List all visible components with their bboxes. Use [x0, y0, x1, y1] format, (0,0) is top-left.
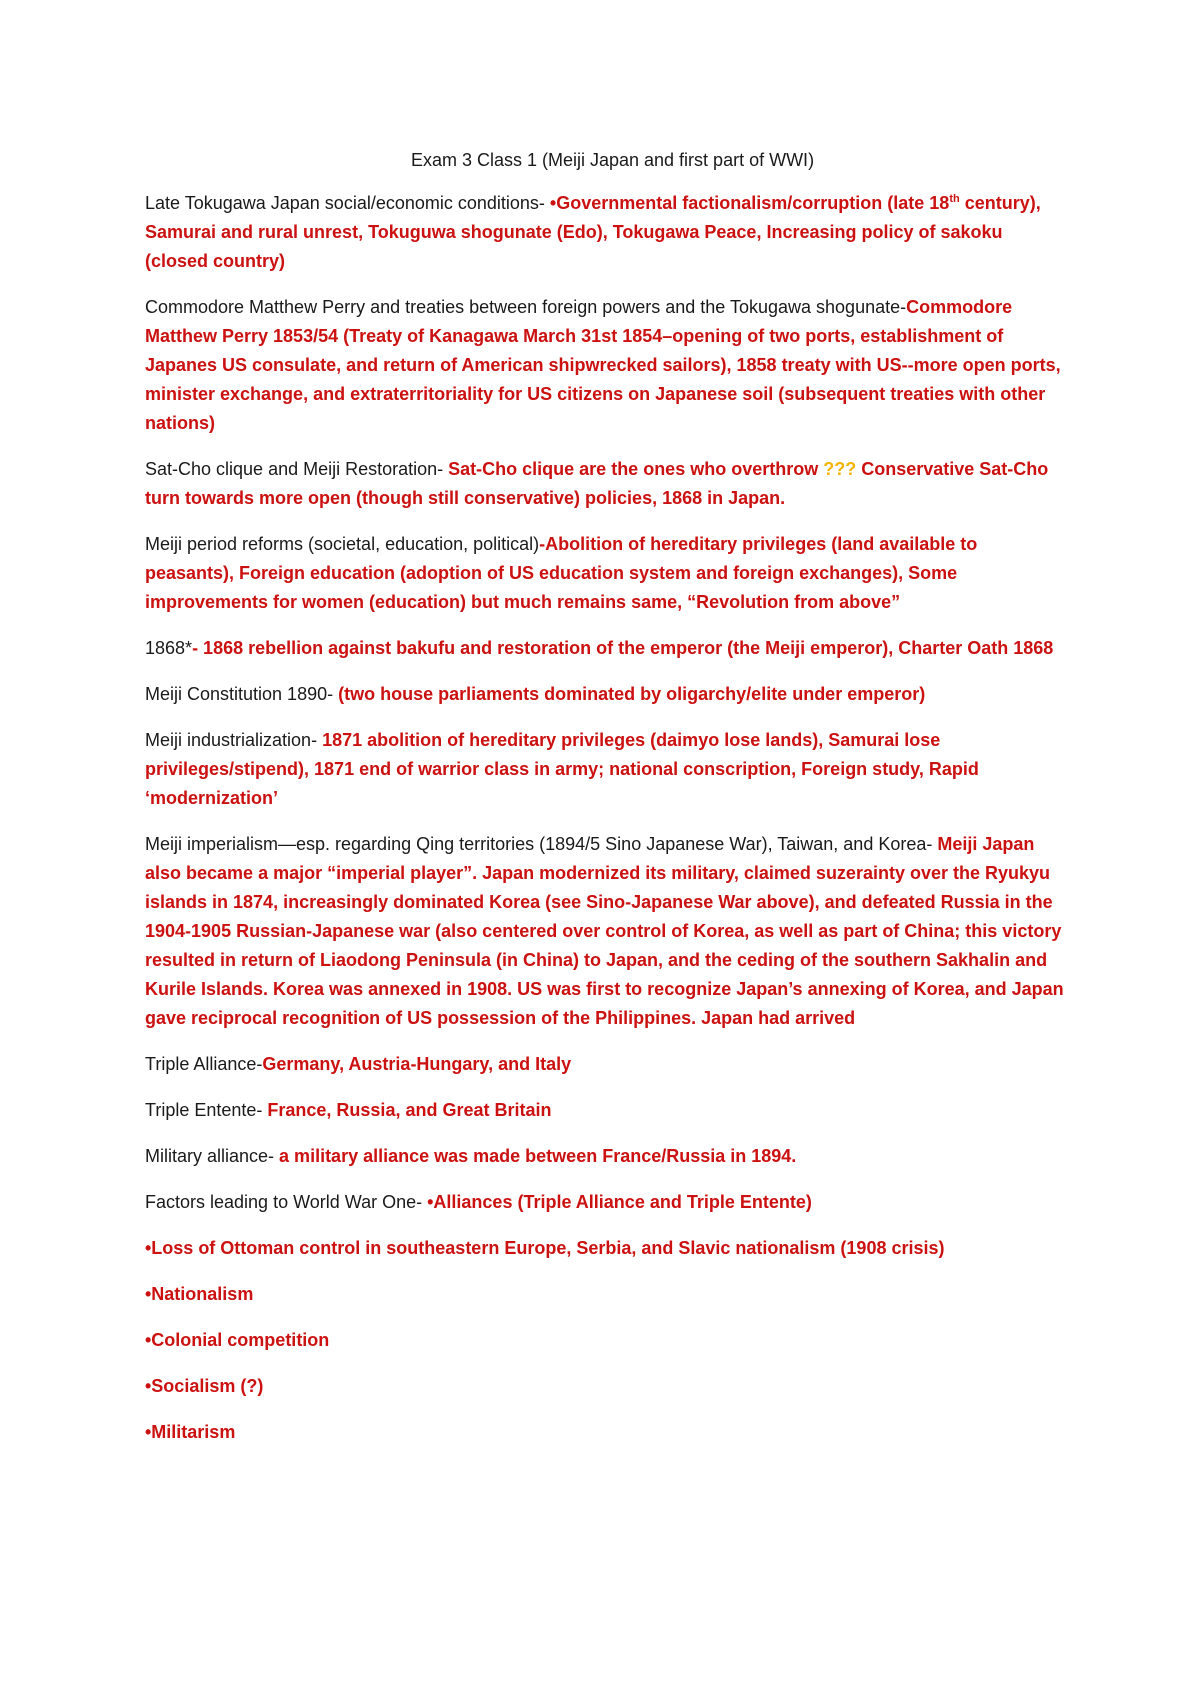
- entry-meiji-industrialization: [145, 726, 1070, 813]
- entry-term: Factors leading to World War One-: [145, 1192, 423, 1213]
- entry-term: Meiji imperialism—esp. regarding Qing territories (1894/5 Sino Japanese War), Taiwan, and Korea-: [145, 834, 933, 855]
- entry-term: Triple Entente-: [145, 1100, 263, 1121]
- question-marks-highlight: ???: [823, 459, 857, 480]
- entry-definition-cont: century), Samurai and rural unrest, Tokuguwa shogunate (Edo), Tokugawa Peace, Increasing policy of sakoku (closed country): [145, 193, 1041, 272]
- entry-definition: 1871 abolition of hereditary privileges (daimyo lose lands), Samurai lose privileges/stipend), 1871 end of warrior class in army; national conscription, Foreign study, Rapid ‘modernization’: [145, 730, 979, 809]
- entry-triple-entente: [145, 1096, 1070, 1125]
- entry-term: Meiji industrialization-: [145, 730, 318, 751]
- entry-triple-alliance: [145, 1050, 1070, 1079]
- entry-term: Late Tokugawa Japan social/economic conditions-: [145, 193, 545, 214]
- entry-definition: •Governmental factionalism/corruption (late 18: [544, 193, 950, 214]
- entry-term: Military alliance-: [145, 1146, 275, 1167]
- entry-late-tokugawa: [145, 189, 1070, 276]
- bullet-item: •Militarism: [145, 1422, 236, 1443]
- entry-term: Triple Alliance-: [145, 1054, 263, 1075]
- entry-definition: (two house parliaments dominated by oligarchy/elite under emperor): [333, 684, 926, 705]
- entry-1868: [145, 634, 1070, 663]
- entry-definition: Commodore Matthew Perry 1853/54 (Treaty of Kanagawa March 31st 1854–opening of two ports, establishment of Japanes US consulate, and return of American shipwrecked sailors), 1858 treaty with US--more open ports, minister exchange, and extraterritoriality for US citizens on Japanese soil (subsequent treaties with other nations): [145, 297, 1061, 434]
- entry-definition: -Abolition of hereditary privileges (land available to peasants), Foreign education (adoption of US education system and foreign exchanges), Some improvements for women (education) but much remains same, “Revolution from above”: [145, 534, 978, 613]
- entry-sat-cho: [145, 455, 1070, 513]
- bullet-item: •Loss of Ottoman control in southeastern Europe, Serbia, and Slavic nationalism (1908 crisis): [145, 1238, 945, 1259]
- entry-definition: Germany, Austria-Hungary, and Italy: [262, 1054, 572, 1075]
- entry-definition-cont: Conservative Sat-Cho turn towards more open (though still conservative) policies, 1868 in Japan.: [145, 459, 1049, 509]
- entry-definition: France, Russia, and Great Britain: [262, 1100, 552, 1121]
- superscript-th: th: [949, 193, 960, 206]
- bullet-item: •Colonial competition: [145, 1330, 330, 1351]
- entry-term: Meiji period reforms (societal, education, political): [145, 534, 540, 555]
- entry-commodore-perry: [145, 293, 1070, 438]
- entry-definition: Meiji Japan also became a major “imperial player”. Japan modernized its military, claimed suzerainty over the Ryukyu islands in 1874, increasingly dominated Korea (see Sino-Japanese War above), and defeated Russia in the 1904-1905 Russian-Japanese war (also centered over control of Korea, as well as part of China; this victory resulted in return of Liaodong Peninsula (in China) to Japan, and the ceding of the southern Sakhalin and Kurile Islands. Korea was annexed in 1908. US was first to recognize Japan’s annexing of Korea, and Japan gave reciprocal recognition of US possession of the Philippines. Japan had arrived: [145, 834, 1064, 1029]
- entry-military-alliance: [145, 1142, 1070, 1171]
- entry-definition: •Alliances (Triple Alliance and Triple Entente): [422, 1192, 812, 1213]
- document-title: Exam 3 Class 1 (Meiji Japan and first part of WWI): [410, 150, 815, 170]
- entry-term: 1868*: [145, 638, 193, 659]
- entry-term: Meiji Constitution 1890-: [145, 684, 334, 705]
- entry-definition: - 1868 rebellion against bakufu and restoration of the emperor (the Meiji emperor), Charter Oath 1868: [192, 638, 1054, 659]
- entry-meiji-constitution: [145, 680, 1070, 709]
- bullet-item: •Nationalism: [145, 1284, 254, 1305]
- entry-term: Sat-Cho clique and Meiji Restoration-: [145, 459, 444, 480]
- entry-meiji-imperialism: [145, 830, 1070, 1033]
- bullet-item: •Socialism (?): [145, 1376, 264, 1397]
- entry-meiji-reforms: [145, 530, 1070, 617]
- entry-factors-wwi: [145, 1188, 1070, 1217]
- entry-definition: Sat-Cho clique are the ones who overthrow: [443, 459, 824, 480]
- entry-definition: a military alliance was made between France/Russia in 1894.: [274, 1146, 797, 1167]
- entry-term: Commodore Matthew Perry and treaties between foreign powers and the Tokugawa shogunate-: [145, 297, 907, 318]
